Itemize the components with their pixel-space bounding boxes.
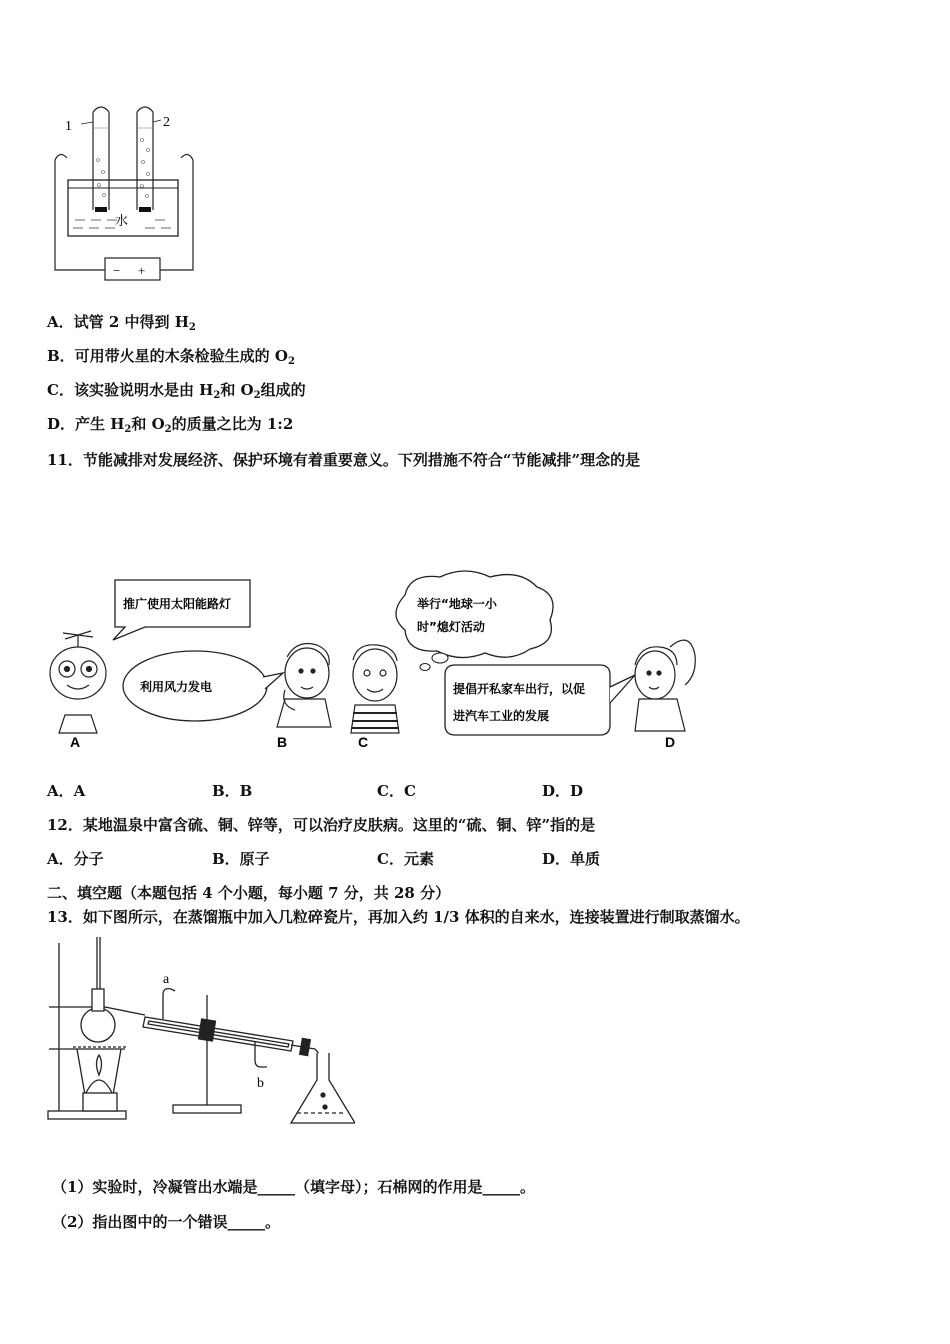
- q10-option-c: C．该实验说明水是由 $H_2$和 $O_2$组成的: [47, 381, 306, 401]
- battery-negative-label: −: [113, 263, 121, 278]
- q11-stem: 11．节能减排对发展经济、保护环境有着重要意义。下列措施不符合“节能减排”理念的是: [47, 451, 641, 469]
- q10-option-b: B．可用带火星的木条检验生成的 $O_2$: [47, 347, 295, 367]
- label-a: a: [163, 972, 170, 987]
- figure-label-b: B: [277, 734, 288, 750]
- electrolysis-apparatus-figure: [45, 100, 245, 290]
- q13-sub2: （2）指出图中的一个错误_____。: [52, 1213, 280, 1231]
- q12-option-d: D．单质: [542, 850, 601, 868]
- q10-option-a: A．试管 2 中得到 $H_2$: [47, 313, 196, 333]
- character-b: [277, 644, 331, 728]
- tube2-label: 2: [163, 115, 170, 130]
- figure-label-a: A: [70, 734, 81, 750]
- character-a: [50, 631, 106, 733]
- q12-option-b: B．原子: [212, 850, 270, 868]
- q12-stem: 12．某地温泉中富含硫、铜、锌等，可以治疗皮肤病。这里的“硫、铜、锌”指的是: [47, 816, 596, 834]
- q11-option-a: A．A: [47, 782, 86, 800]
- battery-positive-label: +: [138, 263, 146, 278]
- bubble-b-text: 利用风力发电: [140, 680, 213, 694]
- distillation-apparatus-figure: [45, 935, 355, 1130]
- q11-option-d: D．D: [542, 782, 584, 800]
- energy-saving-cartoon-figure: [45, 565, 725, 765]
- bubble-c-text-line2: 时”熄灯活动: [417, 620, 485, 634]
- character-c: [351, 645, 399, 733]
- q13-stem: 13．如下图所示，在蒸馏瓶中加入几粒碎瓷片，再加入约 1/3 体积的自来水，连接装置进行制取蒸馏水。: [47, 908, 750, 926]
- label-b: b: [257, 1076, 264, 1091]
- bubble-d-text-line2: 进汽车工业的发展: [453, 709, 550, 723]
- bubble-a-text: 推广使用太阳能路灯: [123, 597, 232, 611]
- bubble-d-text-line1: 提倡开私家车出行，以促: [453, 682, 586, 696]
- character-d: [635, 640, 695, 731]
- q11-option-c: C．C: [377, 782, 416, 800]
- figure-label-d: D: [665, 734, 676, 750]
- water-label: 水: [115, 214, 129, 229]
- q13-sub1: （1）实验时，冷凝管出水端是_____（填字母）；石棉网的作用是_____。: [52, 1178, 535, 1196]
- q12-option-c: C．元素: [377, 850, 434, 868]
- q11-option-b: B．B: [212, 782, 253, 800]
- figure-label-c: C: [358, 734, 369, 750]
- bubble-c-text-line1: 举行“地球一小: [417, 597, 497, 611]
- section2-heading: 二、填空题（本题包括 4 个小题，每小题 7 分，共 28 分）: [47, 884, 451, 902]
- q12-option-a: A．分子: [47, 850, 104, 868]
- q10-option-d: D．产生 $H_2$和 $O_2$的质量之比为 1:2: [47, 415, 294, 435]
- tube1-label: 1: [65, 119, 72, 134]
